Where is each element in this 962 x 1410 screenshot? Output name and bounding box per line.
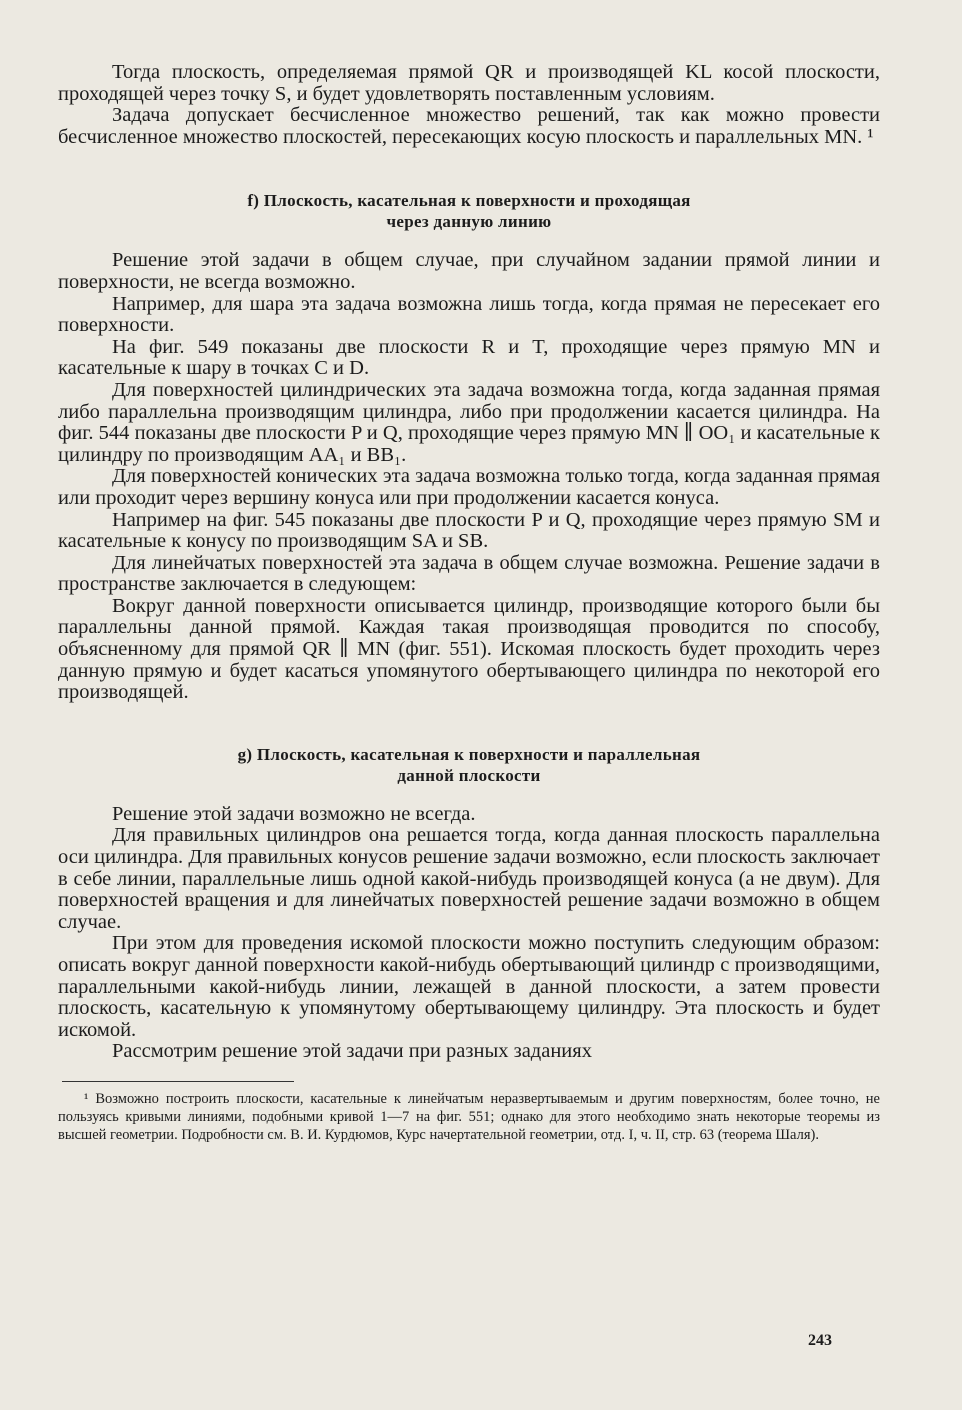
heading-line: g) Плоскость, касательная к поверхности и параллельная (237, 744, 701, 764)
paragraph: Вокруг данной поверхности описывается цилиндр, производящие которого были бы параллельны данной прямой. Каждая такая производящая проводится по способу, объясненному для прямой QR ∥ MN (фиг. 551). Искомая плоскость будет проходить через данную прямую и будет касаться упомянутого обертывающего цилиндра по некоторой его производящей. (58, 594, 880, 704)
page-body (58, 62, 880, 1145)
paragraph: Например на фиг. 545 показаны две плоскости P и Q, проходящие через прямую SM и касательные к конусу по производящим SA и SB. (58, 508, 880, 553)
paragraph: При этом для проведения искомой плоскости можно поступить следующим образом: описать вокруг данной поверхности какой-нибудь обертывающий цилиндр с производящими, параллельными какой-нибудь линии, лежащей в данной плоскости, а затем провести плоскость, касательную к упомянутому обертывающему цилиндру. Эта плоскость и будет искомой. (58, 932, 880, 1041)
section-g-text (58, 804, 880, 1063)
page-number: 243 (808, 1332, 832, 1349)
paragraph: Для правильных цилиндров она решается тогда, когда данная плоскость параллельна оси цилиндра. Для правильных конусов решение задачи возможно, если плоскость заключает в себе линии, параллельные лишь одной какой-нибудь производящей конуса (а не двум). Для поверхностей вращения и для линейчатых поверхностей решение задачи возможно в общем случае. (58, 824, 880, 933)
heading-line: через данную линию (386, 212, 552, 232)
paragraph: Для линейчатых поверхностей эта задача в общем случае возможна. Решение задачи в пространстве заключается в следующем: (58, 551, 880, 596)
paragraph: Например, для шара эта задача возможна лишь тогда, когда прямая не пересекает его поверхности. (58, 292, 880, 337)
paragraph: Решение этой задачи возможно не всегда. (112, 802, 476, 825)
paragraph: Для поверхностей цилиндрических эта задача возможна тогда, когда заданная прямая либо параллельна производящим цилиндра, либо при продолжении касается цилиндра. На фиг. 544 показаны две плоскости P и Q, проходящие через прямую MN ∥ OO₁ и касательные к цилиндру по производящим AA₁ и BB₁. (58, 378, 880, 466)
heading-line: f) Плоскость, касательная к поверхности и проходящая (247, 191, 691, 211)
paragraph: Решение этой задачи в общем случае, при случайном задании прямой линии и поверхности, не всегда возможно. (58, 249, 880, 293)
paragraph: На фиг. 549 показаны две плоскости R и T, проходящие через прямую MN и касательные к шару в точках C и D. (58, 335, 880, 380)
paragraph: Для поверхностей конических эта задача возможна только тогда, когда заданная прямая или проходит через вершину конуса или при продолжении касается конуса. (58, 465, 880, 509)
intro-text (58, 62, 880, 148)
paragraph: Тогда плоскость, определяемая прямой QR и производящей KL косой плоскости, проходящей через точку S, и будет удовлетворять поставленным условиям. (58, 61, 880, 105)
heading-line: данной плоскости (397, 765, 541, 785)
paragraph: Рассмотрим решение этой задачи при разных заданиях (112, 1040, 592, 1063)
section-f-text (58, 250, 880, 703)
paragraph: Задача допускает бесчисленное множество решений, так как можно провести бесчисленное множество плоскостей, пересекающих косую плоскость и параллельных MN. ¹ (58, 104, 880, 148)
footnotes (58, 1090, 880, 1145)
section-heading-g (58, 744, 880, 786)
section-heading-f (58, 190, 880, 232)
footnote: ¹ Возможно построить плоскости, касательные к линейчатым неразвертываемым и другим поверхностям, более точно, не пользуясь кривыми линиями, подобными кривой 1—7 на фиг. 551; однако для этого необходимо знать некоторые теоремы из высшей геометрии. Подробности см. В. И. Курдюмов, Курс начертательной геометрии, отд. I, ч. II, стр. 63 (теорема Шаля). (58, 1090, 880, 1144)
footnote-divider (62, 1081, 294, 1082)
